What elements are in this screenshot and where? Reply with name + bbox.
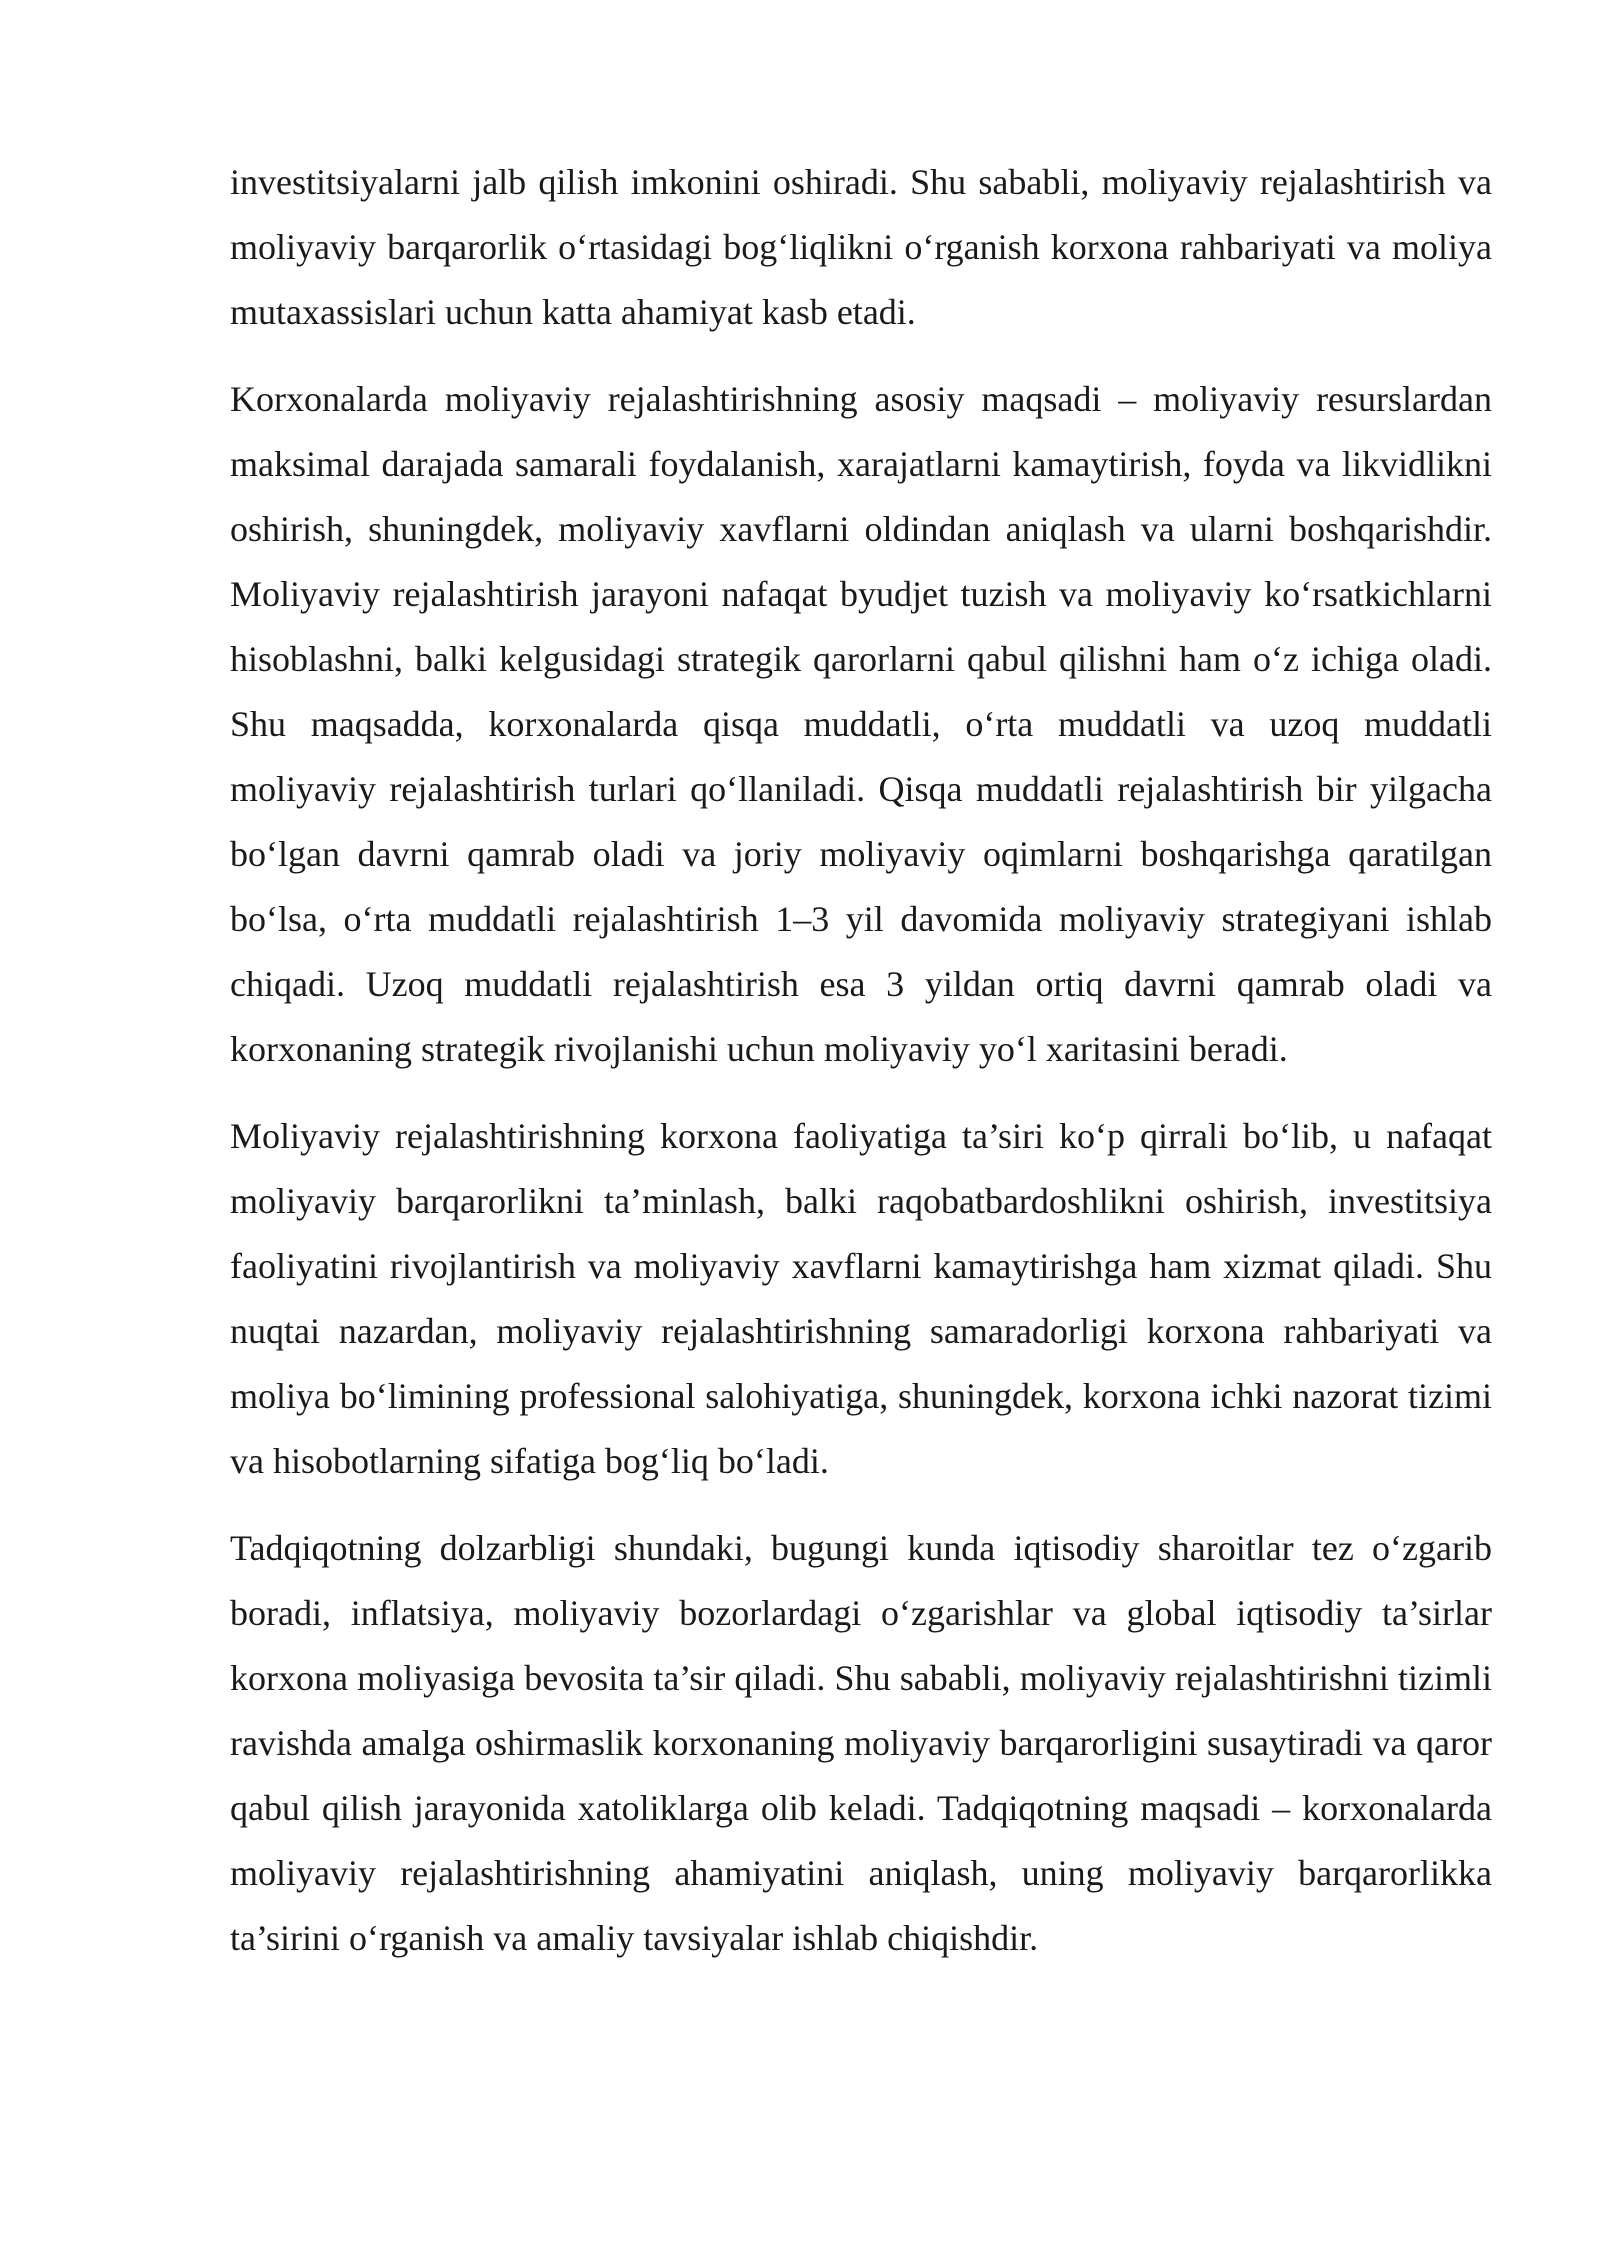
body-text (230, 150, 1492, 1993)
paragraph-3: Moliyaviy rejalashtirishning korxona faoliyatiga ta’siri ko‘p qirrali bo‘lib, u nafaqat moliyaviy barqarorlikni ta’minlash, balki raqobatbardoshlikni oshirish, investitsiya faoliyatini rivojlantirish va moliyaviy xavflarni kamaytirishga ham xizmat qiladi. Shu nuqtai nazardan, moliyaviy rejalashtirishning samaradorligi korxona rahbariyati va moliya bo‘limining professional salohiyatiga, shuningdek, korxona ichki nazorat tizimi va hisobotlarning sifatiga bog‘liq bo‘ladi. (230, 1116, 1492, 1481)
paragraph-1: investitsiyalarni jalb qilish imkonini oshiradi. Shu sababli, moliyaviy rejalashtirish va moliyaviy barqarorlik o‘rtasidagi bog‘liqlikni o‘rganish korxona rahbariyati va moliya mutaxassislari uchun katta ahamiyat kasb etadi. (230, 162, 1492, 332)
paragraph-2: Korxonalarda moliyaviy rejalashtirishning asosiy maqsadi – moliyaviy resurslardan maksimal darajada samarali foydalanish, xarajatlarni kamaytirish, foyda va likvidlikni oshirish, shuningdek, moliyaviy xavflarni oldindan aniqlash va ularni boshqarishdir. Moliyaviy rejalashtirish jarayoni nafaqat byudjet tuzish va moliyaviy ko‘rsatkichlarni hisoblashni, balki kelgusidagi strategik qarorlarni qabul qilishni ham o‘z ichiga oladi. Shu maqsadda, korxonalarda qisqa muddatli, o‘rta muddatli va uzoq muddatli moliyaviy rejalashtirish turlari qo‘llaniladi. Qisqa muddatli rejalashtirish bir yilgacha bo‘lgan davrni qamrab oladi va joriy moliyaviy oqimlarni boshqarishga qaratilgan bo‘lsa, o‘rta muddatli rejalashtirish 1–3 yil davomida moliyaviy strategiyani ishlab chiqadi. Uzoq muddatli rejalashtirish esa 3 yildan ortiq davrni qamrab oladi va korxonaning strategik rivojlanishi uchun moliyaviy yo‘l xaritasini beradi. (230, 379, 1492, 1069)
paragraph-4: Tadqiqotning dolzarbligi shundaki, bugungi kunda iqtisodiy sharoitlar tez o‘zgarib boradi, inflatsiya, moliyaviy bozorlardagi o‘zgarishlar va global iqtisodiy ta’sirlar korxona moliyasiga bevosita ta’sir qiladi. Shu sababli, moliyaviy rejalashtirishni tizimli ravishda amalga oshirmaslik korxonaning moliyaviy barqarorligini susaytiradi va qaror qabul qilish jarayonida xatoliklarga olib keladi. Tadqiqotning maqsadi – korxonalarda moliyaviy rejalashtirishning ahamiyatini aniqlash, uning moliyaviy barqarorlikka ta’sirini o‘rganish va amaliy tavsiyalar ishlab chiqishdir. (230, 1528, 1492, 1958)
